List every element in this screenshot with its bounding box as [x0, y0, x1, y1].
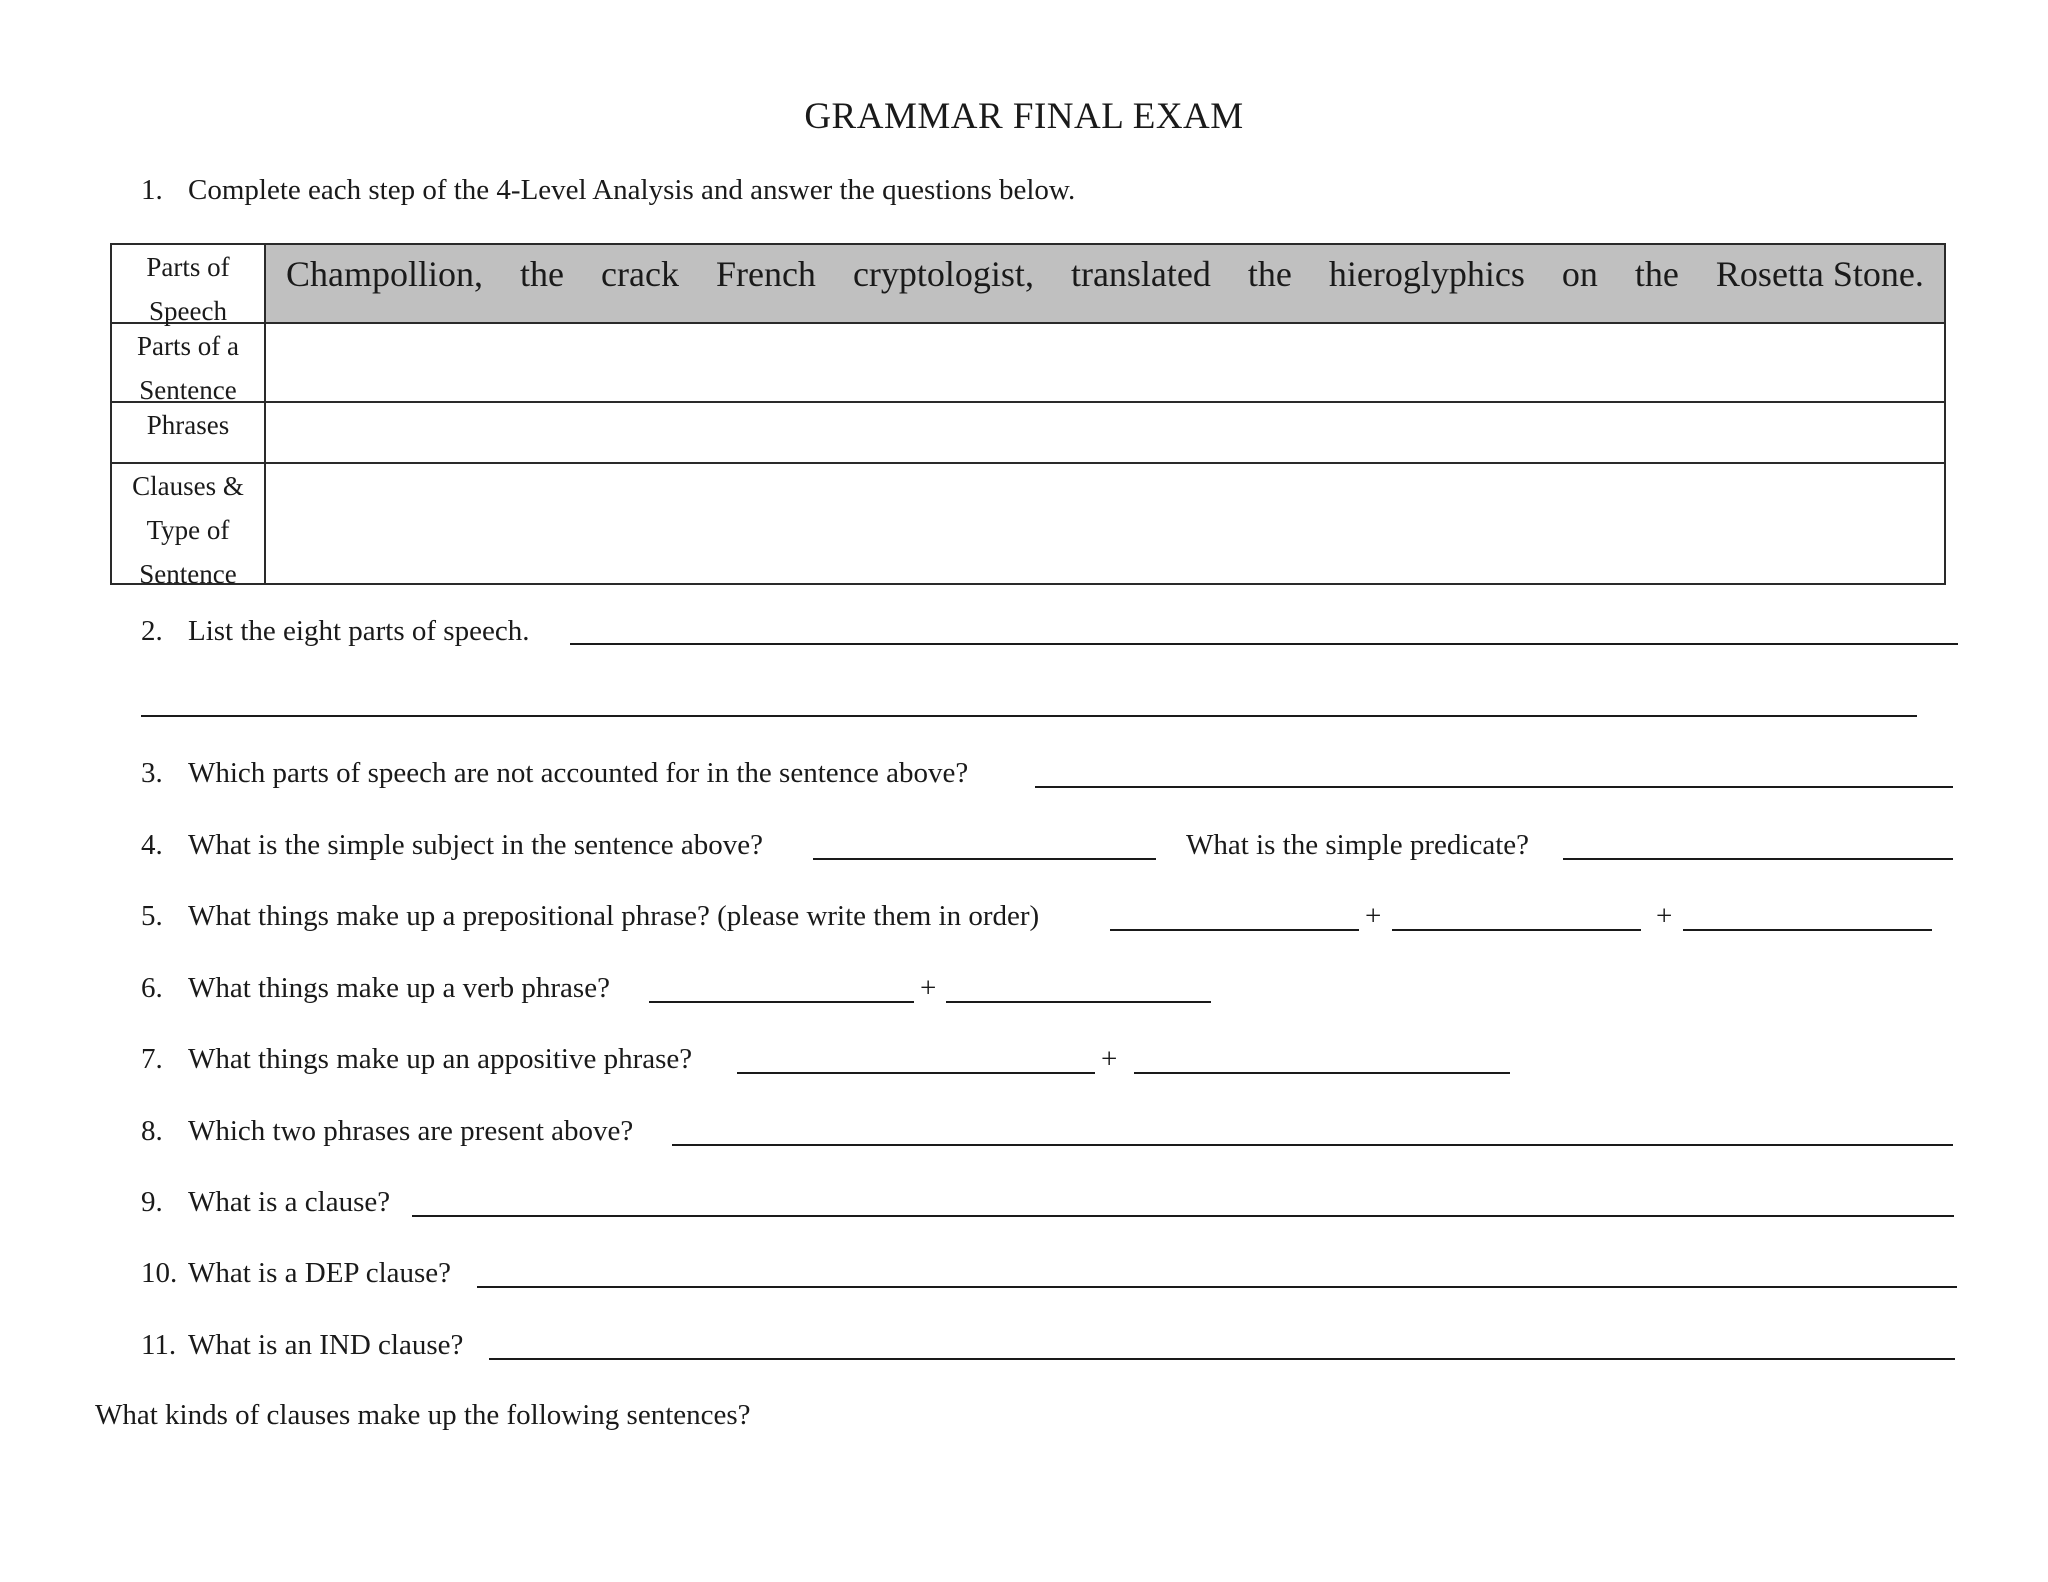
q7-answer-line-2[interactable]	[1134, 1072, 1510, 1074]
sentence-word: the	[520, 254, 564, 294]
parts-of-sentence-answer-cell[interactable]	[266, 324, 1944, 401]
q9-text: What is a clause?	[188, 1186, 391, 1218]
sentence-word: Champollion,	[286, 254, 483, 294]
q10-text: What is a DEP clause?	[188, 1257, 452, 1289]
q4-text: What is the simple subject in the sentence above?	[188, 829, 763, 861]
q3-number: 3.	[141, 757, 163, 789]
sentence-word: crack	[601, 254, 679, 294]
row-label-phrases: Phrases	[112, 403, 266, 462]
q2-text: List the eight parts of speech.	[188, 615, 530, 647]
q7-answer-line-1[interactable]	[737, 1072, 1095, 1074]
q4-text-predicate: What is the simple predicate?	[1186, 829, 1530, 861]
q6-answer-line-2[interactable]	[946, 1001, 1211, 1003]
row-parts-of-speech	[112, 245, 1944, 324]
q6-answer-line-1[interactable]	[649, 1001, 914, 1003]
q9-answer-line[interactable]	[412, 1215, 1954, 1217]
sentence-cell	[266, 245, 1944, 322]
row-parts-of-sentence	[112, 324, 1944, 403]
q9-number: 9.	[141, 1186, 163, 1218]
sentence-word: French	[715, 254, 816, 294]
analysis-table	[110, 243, 1946, 589]
q7-plus: +	[1101, 1043, 1118, 1075]
q5-text: What things make up a prepositional phrase? (please write them in order)	[188, 900, 1040, 932]
q2-number: 2.	[141, 615, 163, 647]
q11-number: 11.	[141, 1329, 177, 1361]
q4-number: 4.	[141, 829, 163, 861]
q7-text: What things make up an appositive phrase?	[188, 1043, 693, 1075]
final-prompt: What kinds of clauses make up the following sentences?	[95, 1399, 751, 1431]
row-label-parts-of-speech: Parts of Speech	[112, 245, 266, 322]
sentence-word: translated	[1070, 254, 1211, 294]
row-label-parts-of-sentence: Parts of a Sentence	[112, 324, 266, 401]
q5-answer-line-2[interactable]	[1392, 929, 1641, 931]
q6-number: 6.	[141, 972, 163, 1004]
q1-number: 1.	[141, 174, 163, 206]
q11-text: What is an IND clause?	[188, 1329, 464, 1361]
exam-title: GRAMMAR FINAL EXAM	[804, 96, 1244, 137]
q3-text: Which parts of speech are not accounted for in the sentence above?	[188, 757, 969, 789]
row-clauses	[112, 464, 1944, 589]
q2-answer-line-2[interactable]	[141, 715, 1917, 717]
row-phrases	[112, 403, 1944, 464]
sentence-word: cryptologist,	[852, 254, 1034, 294]
q11-answer-line[interactable]	[489, 1358, 1955, 1360]
q3-answer-line[interactable]	[1035, 786, 1953, 788]
sentence-word: hieroglyphics	[1328, 254, 1525, 294]
q4-subject-line[interactable]	[813, 858, 1156, 860]
sentence-word: the	[1247, 254, 1292, 294]
q5-answer-line-1[interactable]	[1110, 929, 1359, 931]
phrases-answer-cell[interactable]	[266, 403, 1944, 462]
q4-predicate-line[interactable]	[1563, 858, 1953, 860]
q10-number: 10.	[141, 1257, 178, 1289]
clauses-answer-cell[interactable]	[266, 464, 1944, 583]
q6-plus: +	[920, 972, 937, 1004]
q2-answer-line-1[interactable]	[570, 643, 1958, 645]
q5-number: 5.	[141, 900, 163, 932]
q8-answer-line[interactable]	[672, 1144, 1953, 1146]
q8-number: 8.	[141, 1115, 163, 1147]
sentence-word: the	[1634, 254, 1679, 294]
q10-answer-line[interactable]	[477, 1286, 1957, 1288]
q7-number: 7.	[141, 1043, 163, 1075]
sentence-word: Rosetta Stone.	[1715, 254, 1924, 294]
q5-plus-1: +	[1365, 900, 1382, 932]
q5-answer-line-3[interactable]	[1683, 929, 1932, 931]
q1-text: Complete each step of the 4-Level Analysis and answer the questions below.	[188, 174, 1076, 206]
q6-text: What things make up a verb phrase?	[188, 972, 610, 1004]
q5-plus-2: +	[1656, 900, 1673, 932]
sentence-word: on	[1561, 254, 1598, 294]
q8-text: Which two phrases are present above?	[188, 1115, 634, 1147]
row-label-clauses: Clauses & Type of Sentence	[112, 464, 266, 583]
